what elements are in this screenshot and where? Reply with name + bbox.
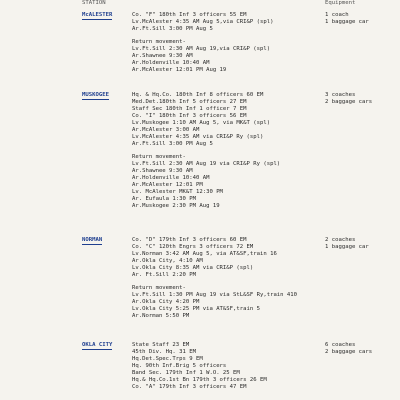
line: Ar.Holdenville 10:40 AM xyxy=(132,60,210,66)
line: Ar. Eufaula 1:30 PM xyxy=(132,196,196,202)
line: Co. "F" 180th Inf 3 officers 55 EM xyxy=(132,12,247,18)
line: Ar.McAlester 12:01 PM xyxy=(132,182,203,188)
station-name-norman: NORMAN xyxy=(82,237,103,243)
line: Co. "C" 120th Engrs 3 officers 72 EM xyxy=(132,244,254,250)
station-name-mcalester: McALESTER xyxy=(82,12,113,18)
line: Lv.Muskogee 1:10 AM Aug 5, via MK&T (spl) xyxy=(132,120,271,126)
line: Return movement- xyxy=(132,39,186,45)
line: Ar.Ft.Sill 3:00 PM Aug 5 xyxy=(132,26,213,32)
line: Ar.McAlester 3:00 AM xyxy=(132,127,200,133)
line: Med.Det.180th Inf 5 officers 27 EM xyxy=(132,99,247,105)
line: Hq. & Hq.Co. 180th Inf 8 officers 60 EM xyxy=(132,92,264,98)
line: Return movement- xyxy=(132,154,186,160)
line: Staff Sec 180th Inf 1 officer 7 EM xyxy=(132,106,247,112)
line: Lv.Okla City 8:35 AM via CRI&P (spl) xyxy=(132,265,254,271)
station-name-okla-city: OKLA CITY xyxy=(82,342,113,348)
line: Return movement- xyxy=(132,285,186,291)
line: Ar.Okla City, 4:10 AM xyxy=(132,258,203,264)
line: State Staff 23 EM xyxy=(132,342,190,348)
line: Lv.Ft.Sill 2:30 AM Aug 19,via CRI&P (spl) xyxy=(132,46,271,52)
equipment-line: 1 baggage car xyxy=(325,19,369,25)
line: Band Sec. 179th Inf 1 W.O. 25 EM xyxy=(132,370,240,376)
line: Ar.McAlester 12:01 PM Aug 19 xyxy=(132,67,227,73)
line: Lv.Ft.Sill 1:30 PM Aug 19 via StL&SF Ry,train 410 xyxy=(132,292,298,298)
line: Ar.Okla City 4:20 PM xyxy=(132,299,200,305)
equipment-line: 2 baggage cars xyxy=(325,99,373,105)
line: Ar. Ft.Sill 2:20 PM xyxy=(132,272,196,278)
line: Lv.Ft.Sill 2:30 AM Aug 19 via CRI&P Ry (spl) xyxy=(132,161,281,167)
line: Ar.Norman 5:50 PM xyxy=(132,313,190,319)
station-name-muskogee: MUSKOGEE xyxy=(82,92,109,98)
equipment-column-header: Equipment xyxy=(325,0,356,6)
equipment-line: 6 coaches xyxy=(325,342,356,348)
line: 45th Div. Hq. 31 EM xyxy=(132,349,196,355)
equipment-line: 2 baggage cars xyxy=(325,349,373,355)
line: Hq.Det.Spec.Trps 9 EM xyxy=(132,356,203,362)
equipment-line: 1 baggage car xyxy=(325,244,369,250)
line: Ar.Ft.Sill 3:00 PM Aug 5 xyxy=(132,141,213,147)
equipment-line: 3 coaches xyxy=(325,92,356,98)
line: Ar.Shawnee 9:30 AM xyxy=(132,53,193,59)
line: Lv. McAlester MK&T 12:30 PM xyxy=(132,189,223,195)
line: Hq. 90th Inf.Brig 5 officers xyxy=(132,363,227,369)
station-column-header: STATION xyxy=(82,0,106,6)
equipment-line: 2 coaches xyxy=(325,237,356,243)
line: Ar.Muskogee 2:30 PM Aug 19 xyxy=(132,203,220,209)
line: Co. "D" 179th Inf 3 officers 60 EM xyxy=(132,237,247,243)
line: Co. "I" 180th Inf 3 officers 56 EM xyxy=(132,113,247,119)
line: Ar.Shawnee 9:30 AM xyxy=(132,168,193,174)
line: Lv.McAlester 4:35 AM via CRI&P Ry (spl) xyxy=(132,134,264,140)
line: Lv.Okla City 5:25 PM via AT&SF,train 5 xyxy=(132,306,260,312)
line: Lv.McAlester 4:35 AM Aug 5,via CRI&P (spl) xyxy=(132,19,274,25)
equipment-line: 1 coach xyxy=(325,12,349,18)
line: Lv.Norman 3:42 AM Aug 5, via AT&SF,train 16 xyxy=(132,251,277,257)
line: Co. "A" 179th Inf 3 officers 47 EM xyxy=(132,384,247,390)
line: Hq.& Hq.Co.1st Bn 179th 3 officers 26 EM xyxy=(132,377,267,383)
line: Ar.Holdenville 10:40 AM xyxy=(132,175,210,181)
